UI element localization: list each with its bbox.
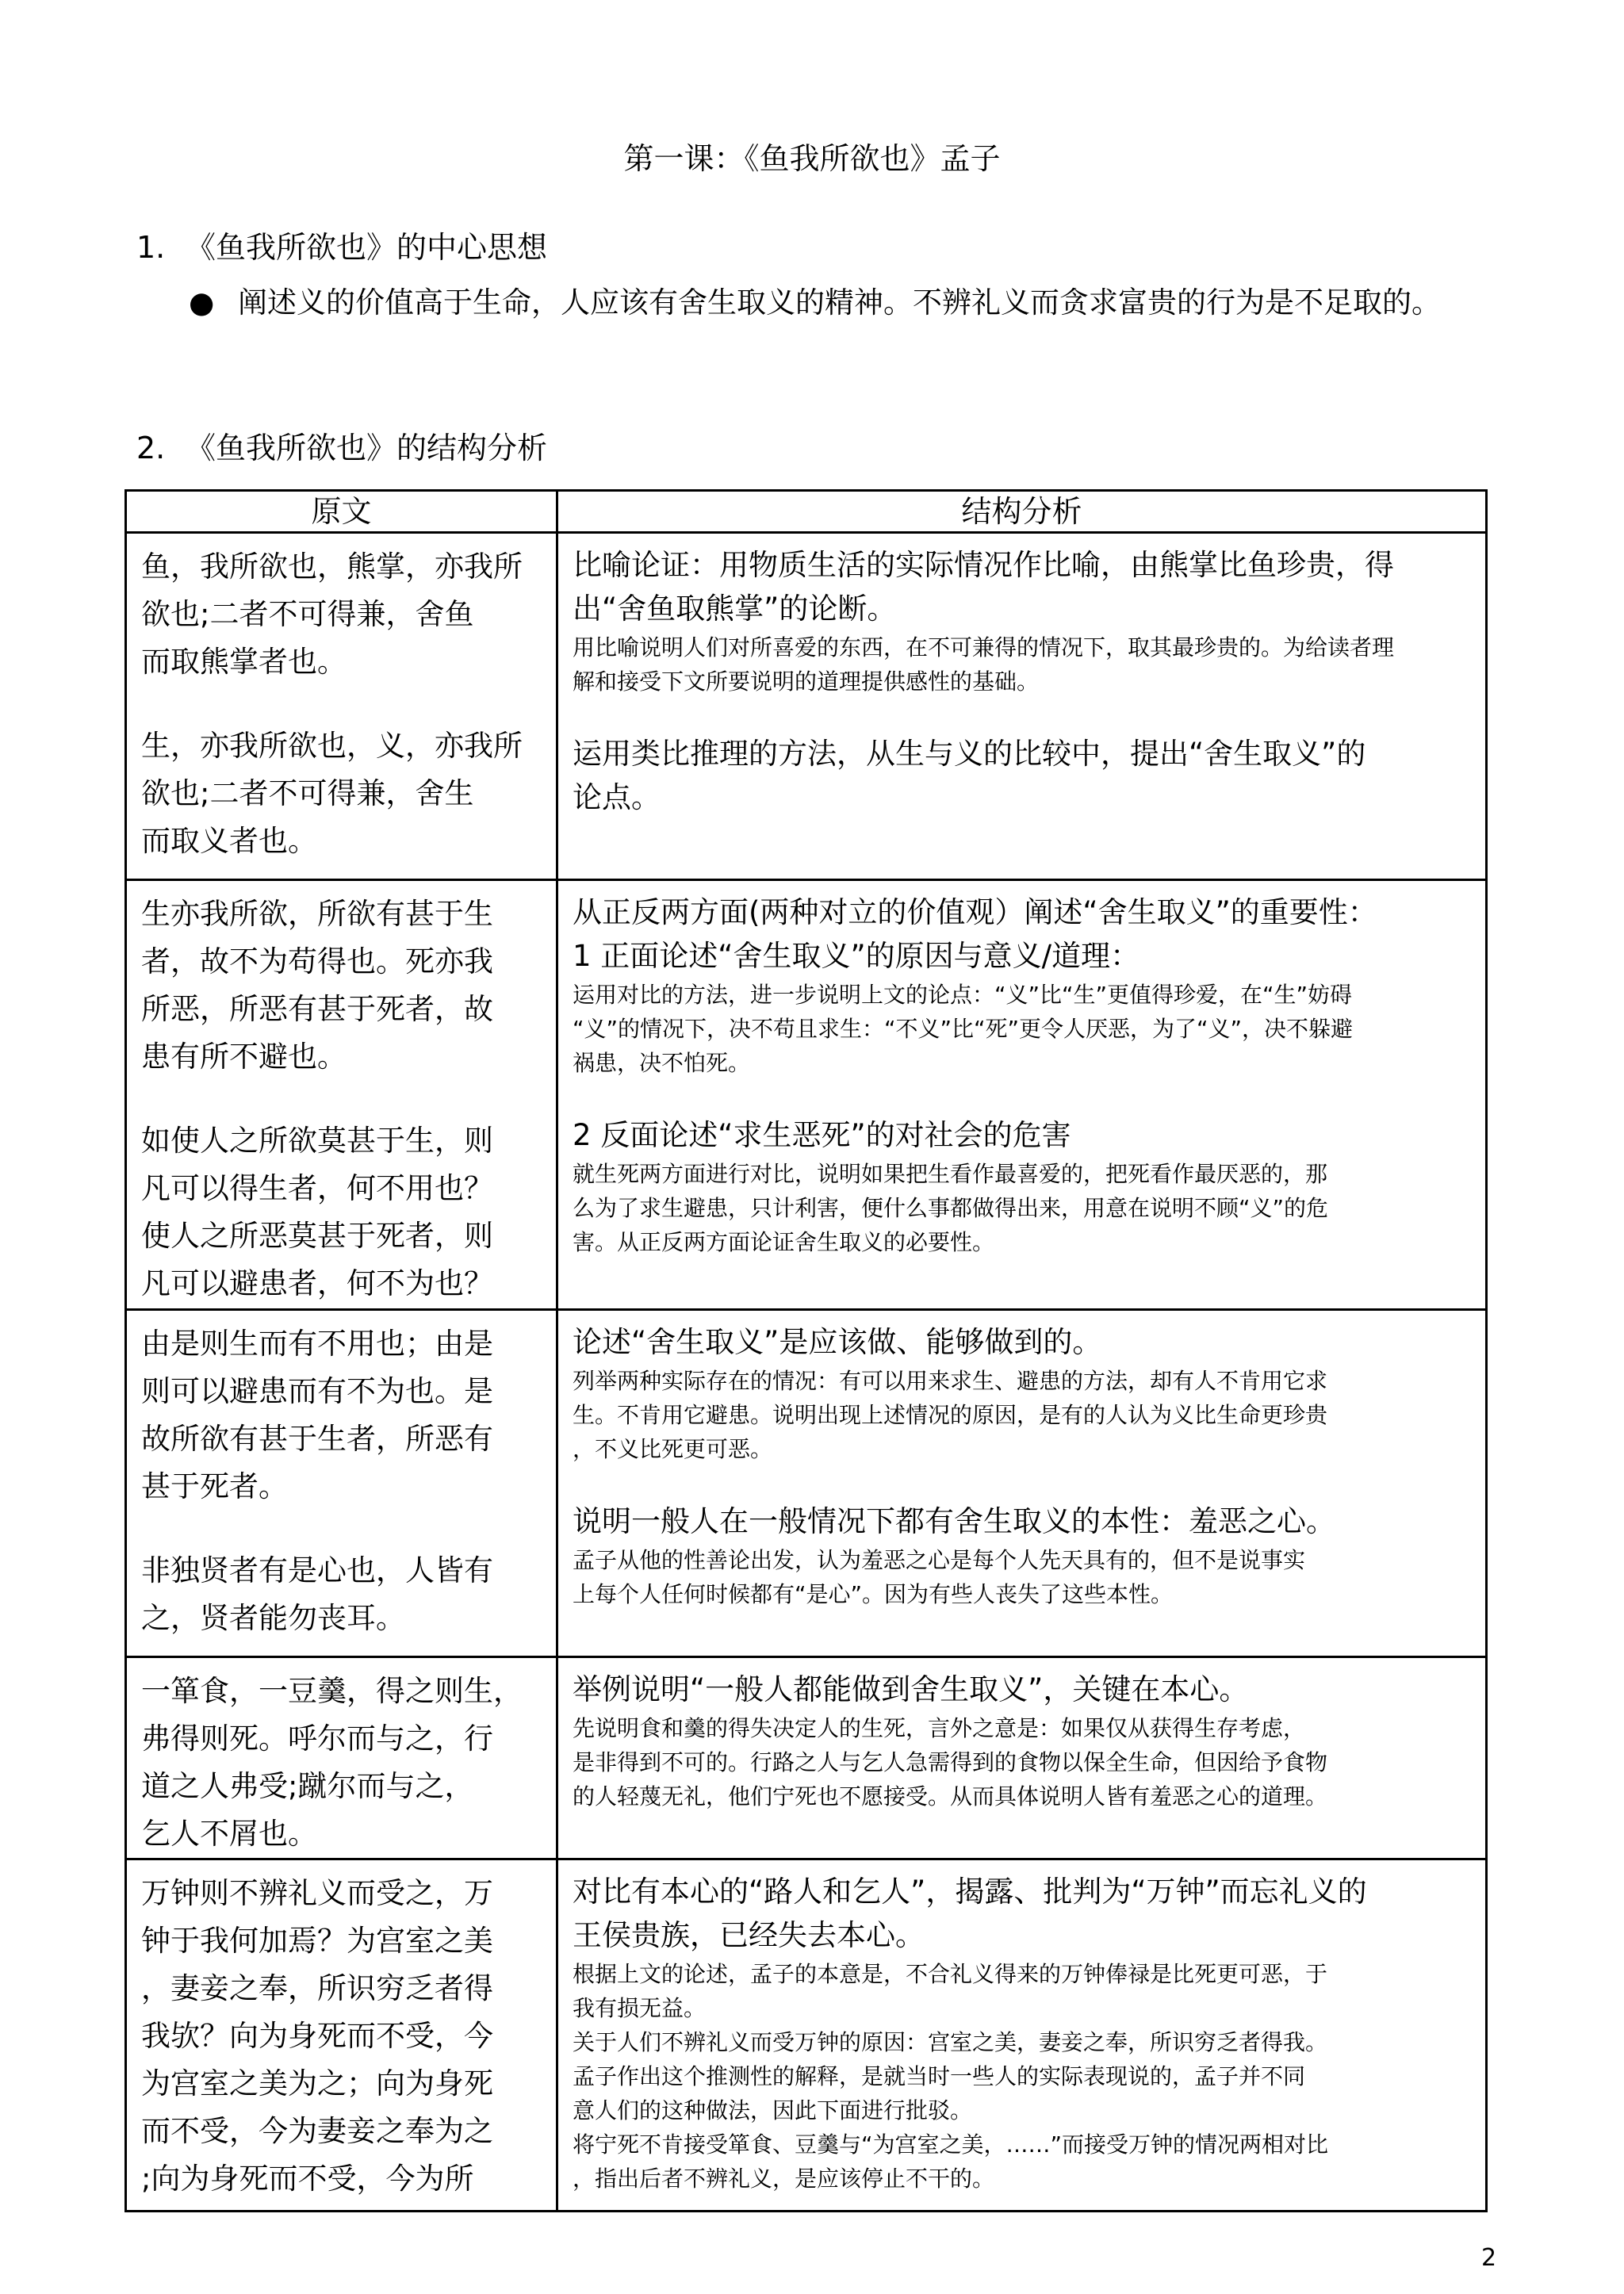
section-2-heading [136,424,547,472]
analysis-cell [557,1859,1487,2212]
original-line: 道之人弗受;蹴尔而与之， [141,1769,474,1803]
original-paragraph [141,1870,556,2203]
original-line: 由是则生而有不用也；由是 [141,1327,493,1361]
analysis-cell [557,533,1487,880]
original-line: 欲也;二者不可得兼，舍生 [141,776,474,810]
original-paragraph [141,1547,556,1642]
original-line: 弗得则死。呼尔而与之，行 [141,1721,493,1756]
analysis-block [573,1870,1485,2196]
original-line: 我欤？向为身死而不受，今 [141,2019,493,2053]
analysis-block [573,1113,1485,1259]
analysis-main-line: 对比有本心的“路人和乞人”，揭露、批判为“万钟”而忘礼义的 [573,1875,1367,1909]
analysis-note-line: 解和接受下文所要说明的道理提供感性的基础。 [573,668,1040,695]
analysis-main-line: 从正反两方面(两种对立的价值观）阐述“舍生取义”的重要性： [573,895,1377,929]
original-line: 乞人不屑也。 [141,1817,317,1851]
section-heading-text: 《鱼我所欲也》的中心思想 [186,230,548,265]
original-line: 凡可以避患者，何不为也？ [141,1266,493,1300]
analysis-main-line: 举例说明“一般人都能做到舍生取义”，关键在本心。 [573,1672,1249,1706]
header-structure-analysis: 结构分析 [557,491,1487,533]
analysis-main-line: 论点。 [573,780,661,814]
original-line: 一箪食，一豆羹，得之则生， [141,1674,523,1708]
page-title: 第一课：《鱼我所欲也》孟子 [623,141,1001,176]
analysis-block [573,543,1485,699]
analysis-block [573,1668,1485,1813]
original-text-cell [126,533,557,880]
analysis-note-line: ，不义比死更可恶。 [573,1436,773,1462]
analysis-note-line: 就生死两方面进行对比，说明如果把生看作最喜爱的，把死看作最厌恶的，那 [573,1161,1328,1187]
analysis-note-line: 孟子作出这个推测性的解释，是就当时一些人的实际表现说的，孟子并不同 [573,2063,1306,2089]
original-paragraph [141,543,556,686]
original-paragraph [141,1320,556,1511]
analysis-main-line: 出“舍鱼取熊掌”的论断。 [573,592,897,626]
analysis-note-line: 列举两种实际存在的情况：有可以用来求生、避患的方法，却有人不肯用它求 [573,1368,1328,1394]
analysis-cell [557,1657,1487,1859]
original-line: 欲也;二者不可得兼，舍鱼 [141,597,474,631]
analysis-note-line: 祸患，决不怕死。 [573,1050,751,1076]
original-line: 凡可以得生者，何不用也？ [141,1171,493,1205]
original-line: 者，故不为苟得也。死亦我 [141,944,493,978]
original-line: 生，亦我所欲也，义，亦我所 [141,729,523,763]
analysis-main-line: 论述“舍生取义”是应该做、能够做到的。 [573,1325,1102,1359]
original-line: ，妻妾之奉，所识穷乏者得 [141,1971,493,2005]
analysis-note-line: ，指出后者不辨礼义，是应该停止不干的。 [573,2166,995,2192]
analysis-block [573,1499,1485,1611]
analysis-block [573,890,1485,1080]
analysis-note-line: 的人轻蔑无礼，他们宁死也不愿接受。从而具体说明人皆有羞恶之心的道理。 [573,1783,1328,1810]
header-original-text: 原文 [126,491,557,533]
analysis-note-line: 用比喻说明人们对所喜爱的东西，在不可兼得的情况下，取其最珍贵的。为给读者理 [573,634,1395,661]
analysis-note-line: 关于人们不辨礼义而受万钟的原因：宫室之美，妻妾之奉，所识穷乏者得我。 [573,2029,1328,2055]
original-line: 生亦我所欲，所欲有甚于生 [141,897,493,931]
bullet-text: 阐述义的价值高于生命，人应该有舍生取义的精神。不辨礼义而贪求富贵的行为是不足取的。 [238,285,1441,320]
analysis-cell [557,1310,1487,1657]
original-line: 则可以避患而有不为也。是 [141,1374,493,1408]
analysis-block [573,732,1485,819]
analysis-note-line: 根据上文的论述，孟子的本意是，不合礼义得来的万钟俸禄是比死更可恶，于 [573,1961,1328,1987]
analysis-main-line: 说明一般人在一般情况下都有舍生取义的本性：羞恶之心。 [573,1504,1335,1538]
original-line: 故所欲有甚于生者，所恶有 [141,1422,493,1456]
analysis-note-line: 运用对比的方法，进一步说明上文的论点：“义”比“生”更值得珍爱，在“生”妨碍 [573,982,1353,1008]
original-line: 所恶，所恶有甚于死者，故 [141,992,493,1026]
analysis-note-line: 意人们的这种做法，因此下面进行批驳。 [573,2097,973,2124]
section-heading-text: 《鱼我所欲也》的结构分析 [186,431,548,465]
analysis-main-line: 王侯贵族，已经失去本心。 [573,1918,925,1952]
table-row [126,880,1487,1310]
original-line: 而取义者也。 [141,824,317,858]
original-paragraph [141,1117,556,1308]
original-line: ;向为身死而不受，今为所 [141,2162,474,2196]
analysis-note-line: 我有损无益。 [573,1995,707,2021]
original-line: 而取熊掌者也。 [141,645,347,679]
analysis-main-line: 比喻论证：用物质生活的实际情况作比喻，由熊掌比鱼珍贵，得 [573,548,1394,582]
analysis-note-line: 先说明食和羹的得失决定人的生死，言外之意是：如果仅从获得生存考虑， [573,1715,1306,1741]
table-row [126,533,1487,880]
table-row [126,1859,1487,2212]
original-line: 钟于我何加焉？为宫室之美 [141,1924,493,1958]
structure-table [124,489,1488,2212]
analysis-main-line: 2 反面论述“求生恶死”的对社会的危害 [573,1118,1071,1152]
original-line: 而不受，今为妻妾之奉为之 [141,2114,493,2148]
analysis-main-line: 1 正面论述“舍生取义”的原因与意义/道理： [573,939,1140,973]
bullet-dot-icon: ● [189,285,215,320]
analysis-note-line: 害。从正反两方面论证舍生取义的必要性。 [573,1229,995,1255]
original-line: 鱼，我所欲也，熊掌，亦我所 [141,550,523,584]
page-number: 2 [1481,2244,1497,2272]
original-line: 之，贤者能勿丧耳。 [141,1601,405,1635]
analysis-note-line: 是非得到不可的。行路之人与乞人急需得到的食物以保全生命，但因给予食物 [573,1749,1328,1775]
analysis-main-line: 运用类比推理的方法，从生与义的比较中，提出“舍生取义”的 [573,737,1366,771]
analysis-note-line: “义”的情况下，决不苟且求生：“不义”比“死”更令人厌恶，为了“义”，决不躲避 [573,1016,1354,1042]
original-line: 患有所不避也。 [141,1040,347,1074]
original-paragraph [141,1668,556,1858]
analysis-note-line: 么为了求生避患，只计利害，便什么事都做得出来，用意在说明不顾“义”的危 [573,1195,1329,1221]
analysis-note-line: 上每个人任何时候都有“是心”。因为有些人丧失了这些本性。 [573,1581,1174,1607]
analysis-note-line: 将宁死不肯接受箪食、豆羹与“为宫室之美，……”而接受万钟的情况两相对比 [573,2131,1329,2158]
table-header-row [126,491,1487,533]
original-text-cell [126,1657,557,1859]
analysis-cell [557,880,1487,1310]
original-text-cell [126,1859,557,2212]
table-row [126,1657,1487,1859]
analysis-block [573,1320,1485,1466]
original-line: 非独贤者有是心也，人皆有 [141,1553,493,1587]
table-row [126,1310,1487,1657]
original-line: 万钟则不辨礼义而受之，万 [141,1876,493,1910]
original-line: 如使人之所欲莫甚于生，则 [141,1124,493,1158]
original-paragraph [141,890,556,1081]
original-text-cell [126,880,557,1310]
section-number: 2. [136,431,166,465]
analysis-note-line: 孟子从他的性善论出发，认为羞恶之心是每个人先天具有的，但不是说事实 [573,1547,1306,1573]
section-1-heading [136,224,547,271]
original-paragraph [141,722,556,865]
original-line: 甚于死者。 [141,1469,288,1503]
original-line: 使人之所恶莫甚于死者，则 [141,1219,493,1253]
original-line: 为宫室之美为之；向为身死 [141,2066,493,2101]
original-text-cell [126,1310,557,1657]
section-number: 1. [136,230,166,265]
analysis-note-line: 生。不肯用它避患。说明出现上述情况的原因，是有的人认为义比生命更珍贵 [573,1402,1328,1428]
